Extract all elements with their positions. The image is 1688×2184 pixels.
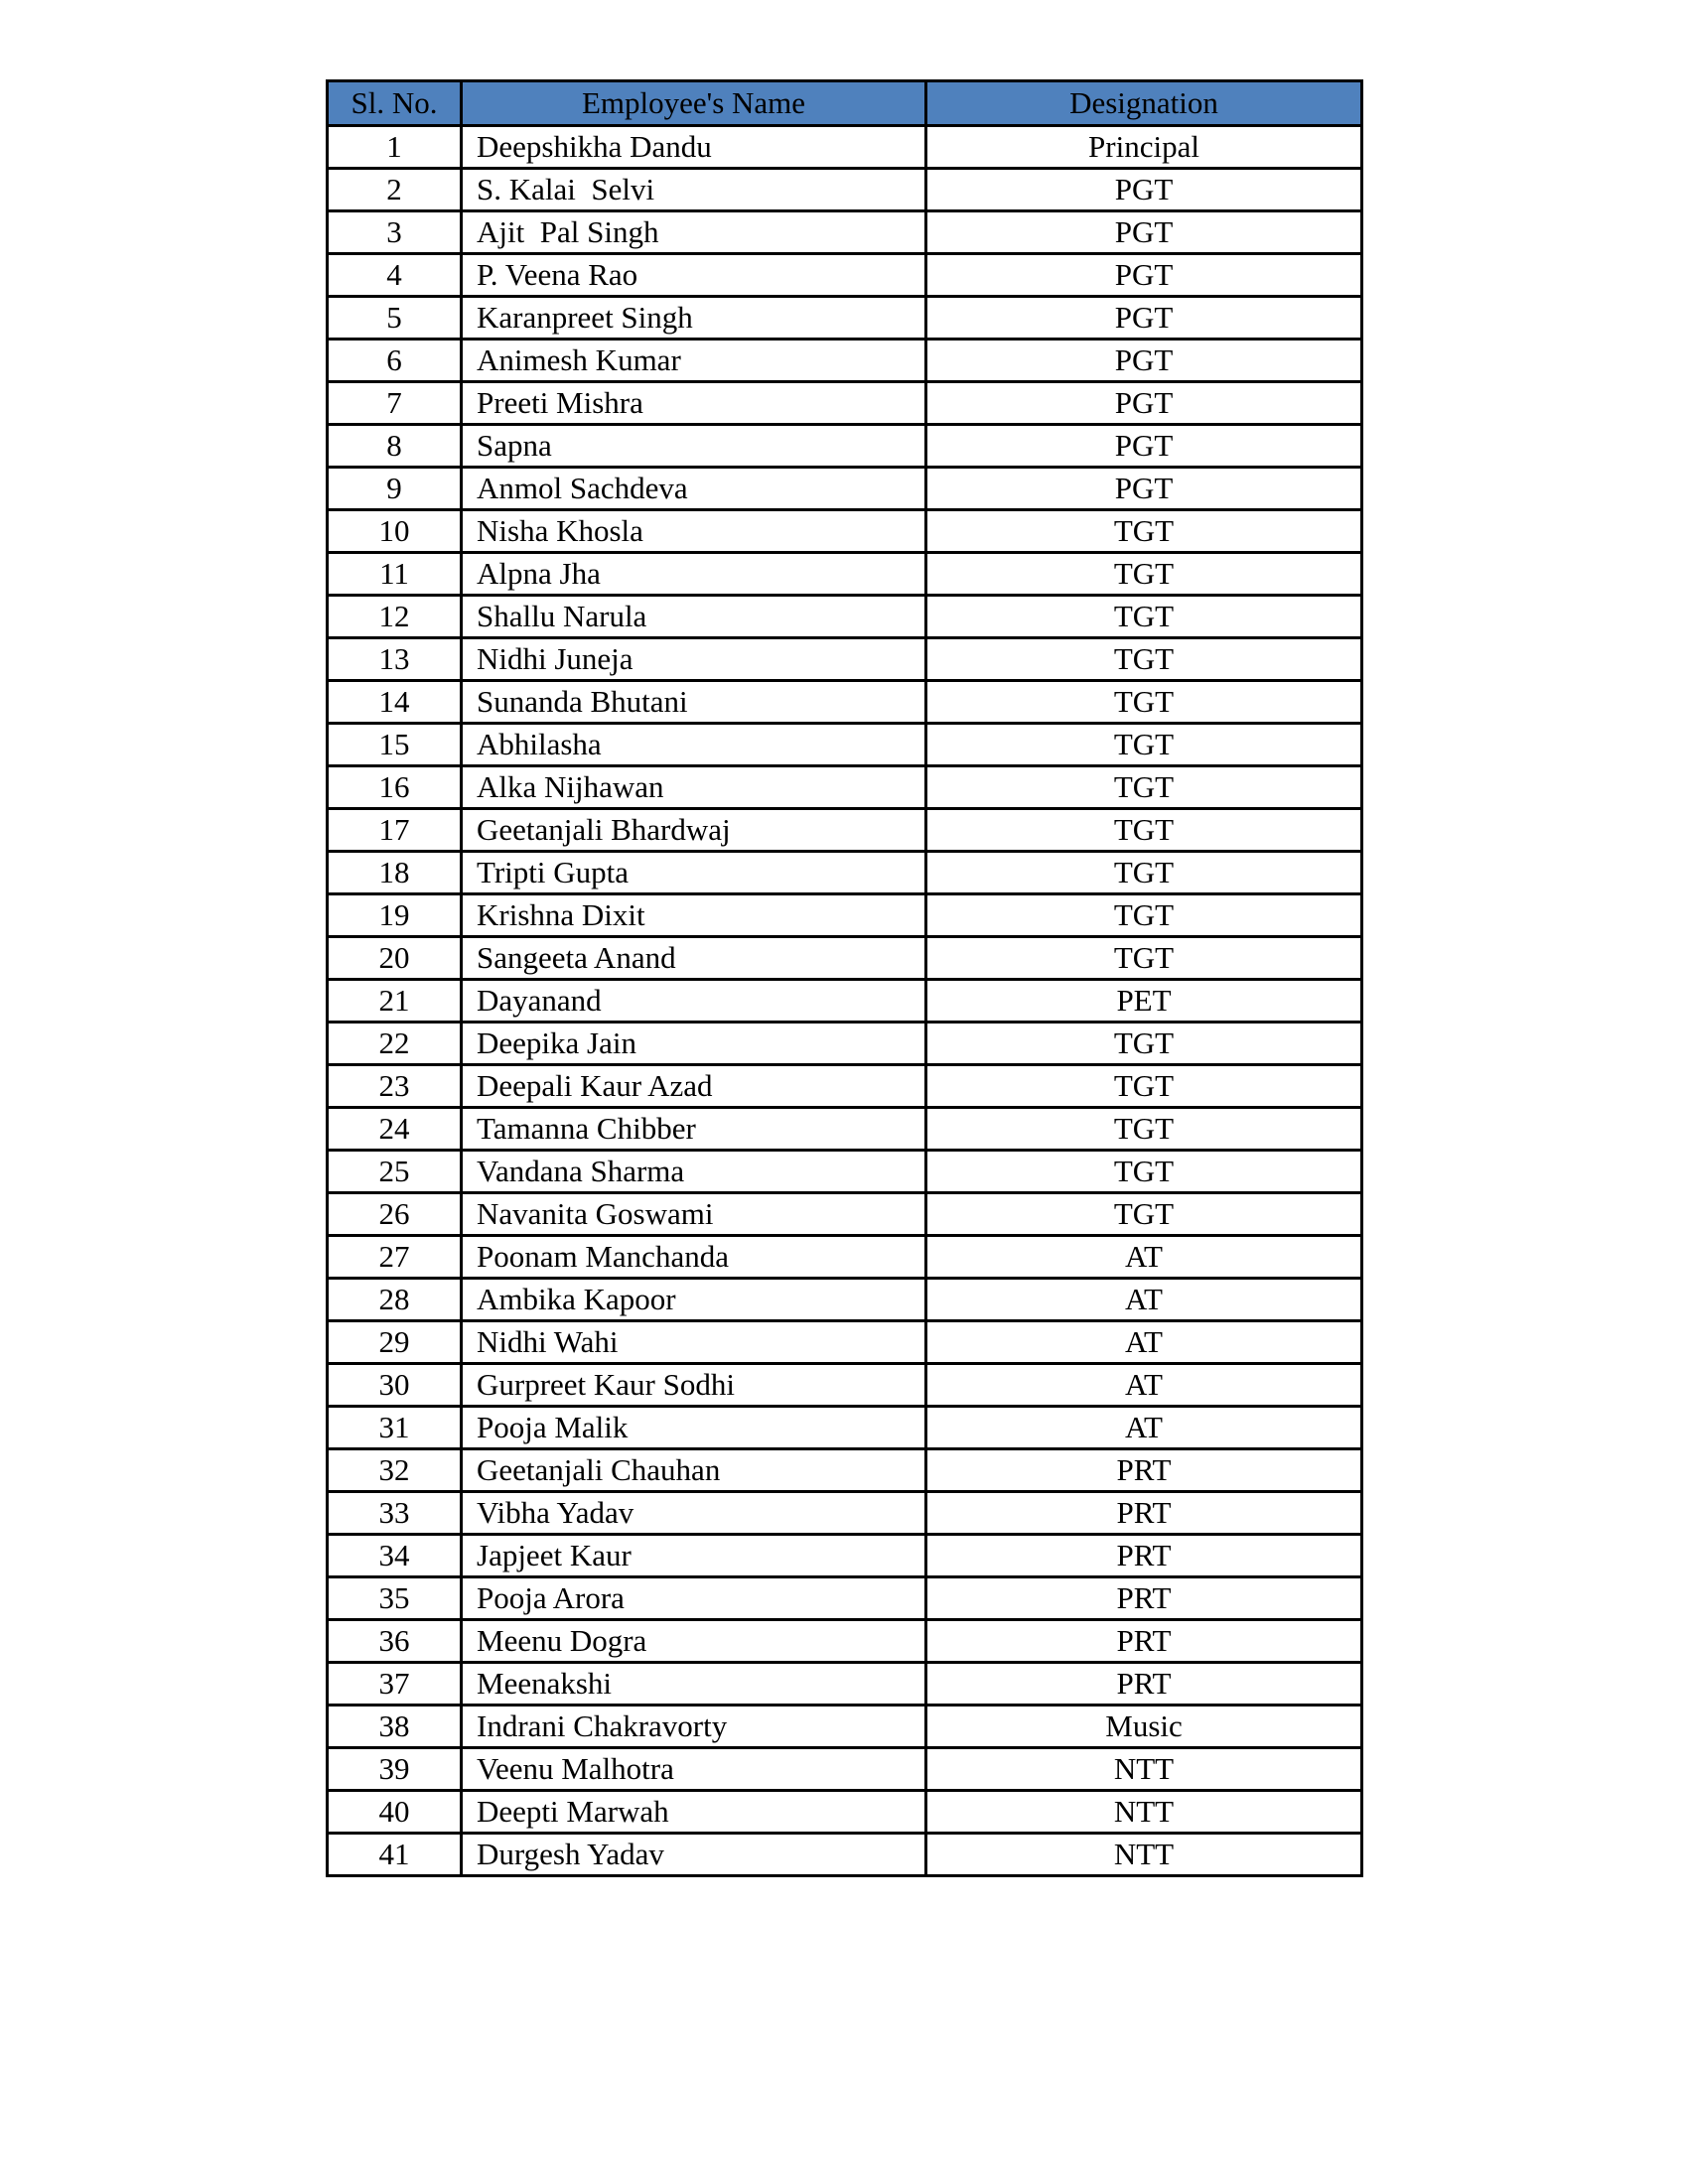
- row-sl-no: 33: [328, 1492, 462, 1535]
- table-row: [328, 1748, 1362, 1791]
- row-employee-name: Alpna Jha: [462, 553, 926, 596]
- row-sl-no: 35: [328, 1577, 462, 1620]
- row-employee-name: Anmol Sachdeva: [462, 468, 926, 510]
- row-employee-name: Shallu Narula: [462, 596, 926, 638]
- row-employee-name: Abhilasha: [462, 724, 926, 766]
- table-row: [328, 1279, 1362, 1321]
- row-employee-name: Sapna: [462, 425, 926, 468]
- table-row: [328, 1364, 1362, 1407]
- row-sl-no: 19: [328, 894, 462, 937]
- row-sl-no: 12: [328, 596, 462, 638]
- row-sl-no: 40: [328, 1791, 462, 1834]
- row-designation: PET: [926, 980, 1362, 1023]
- table-row: [328, 894, 1362, 937]
- row-designation: TGT: [926, 1065, 1362, 1108]
- row-sl-no: 32: [328, 1449, 462, 1492]
- table-row: [328, 596, 1362, 638]
- table-row: [328, 980, 1362, 1023]
- table-row: [328, 510, 1362, 553]
- row-designation: NTT: [926, 1748, 1362, 1791]
- table-row: [328, 468, 1362, 510]
- header-sl-no: Sl. No.: [328, 81, 462, 126]
- row-sl-no: 26: [328, 1193, 462, 1236]
- row-employee-name: Krishna Dixit: [462, 894, 926, 937]
- row-designation: TGT: [926, 809, 1362, 852]
- row-employee-name: Indrani Chakravorty: [462, 1706, 926, 1748]
- table-row: [328, 1620, 1362, 1663]
- row-designation: PRT: [926, 1620, 1362, 1663]
- row-employee-name: Nisha Khosla: [462, 510, 926, 553]
- row-employee-name: Dayanand: [462, 980, 926, 1023]
- row-designation: PRT: [926, 1577, 1362, 1620]
- row-sl-no: 41: [328, 1834, 462, 1876]
- row-employee-name: Ambika Kapoor: [462, 1279, 926, 1321]
- row-sl-no: 39: [328, 1748, 462, 1791]
- row-sl-no: 5: [328, 297, 462, 340]
- row-sl-no: 20: [328, 937, 462, 980]
- row-employee-name: Gurpreet Kaur Sodhi: [462, 1364, 926, 1407]
- table-body: [328, 126, 1362, 1876]
- row-designation: TGT: [926, 1023, 1362, 1065]
- row-sl-no: 29: [328, 1321, 462, 1364]
- row-sl-no: 14: [328, 681, 462, 724]
- row-designation: AT: [926, 1279, 1362, 1321]
- row-sl-no: 18: [328, 852, 462, 894]
- row-designation: TGT: [926, 681, 1362, 724]
- row-sl-no: 9: [328, 468, 462, 510]
- row-employee-name: Vandana Sharma: [462, 1151, 926, 1193]
- row-sl-no: 17: [328, 809, 462, 852]
- row-employee-name: Sunanda Bhutani: [462, 681, 926, 724]
- row-employee-name: Tamanna Chibber: [462, 1108, 926, 1151]
- row-designation: PGT: [926, 468, 1362, 510]
- row-employee-name: Karanpreet Singh: [462, 297, 926, 340]
- table-row: [328, 1663, 1362, 1706]
- table-row: [328, 169, 1362, 211]
- table-row: [328, 1065, 1362, 1108]
- row-designation: PGT: [926, 297, 1362, 340]
- row-employee-name: Japjeet Kaur: [462, 1535, 926, 1577]
- table-row: [328, 1108, 1362, 1151]
- table-row: [328, 382, 1362, 425]
- row-sl-no: 15: [328, 724, 462, 766]
- row-sl-no: 31: [328, 1407, 462, 1449]
- row-employee-name: Nidhi Wahi: [462, 1321, 926, 1364]
- row-designation: Music: [926, 1706, 1362, 1748]
- table-row: [328, 425, 1362, 468]
- row-designation: TGT: [926, 553, 1362, 596]
- header-employee-name: Employee's Name: [462, 81, 926, 126]
- row-designation: TGT: [926, 638, 1362, 681]
- table-row: [328, 126, 1362, 169]
- row-designation: PGT: [926, 425, 1362, 468]
- table-row: [328, 1706, 1362, 1748]
- table-row: [328, 809, 1362, 852]
- row-employee-name: Meenakshi: [462, 1663, 926, 1706]
- row-designation: TGT: [926, 1108, 1362, 1151]
- row-designation: NTT: [926, 1791, 1362, 1834]
- table-row: [328, 254, 1362, 297]
- row-sl-no: 8: [328, 425, 462, 468]
- table-row: [328, 638, 1362, 681]
- row-employee-name: Animesh Kumar: [462, 340, 926, 382]
- table-row: [328, 340, 1362, 382]
- table-row: [328, 1236, 1362, 1279]
- row-designation: AT: [926, 1364, 1362, 1407]
- row-employee-name: P. Veena Rao: [462, 254, 926, 297]
- row-designation: AT: [926, 1236, 1362, 1279]
- row-designation: PRT: [926, 1535, 1362, 1577]
- row-employee-name: Geetanjali Bhardwaj: [462, 809, 926, 852]
- row-designation: TGT: [926, 852, 1362, 894]
- row-employee-name: Preeti Mishra: [462, 382, 926, 425]
- row-employee-name: Deepali Kaur Azad: [462, 1065, 926, 1108]
- row-employee-name: Meenu Dogra: [462, 1620, 926, 1663]
- row-sl-no: 36: [328, 1620, 462, 1663]
- employee-table: [326, 79, 1363, 1877]
- table-row: [328, 766, 1362, 809]
- row-sl-no: 30: [328, 1364, 462, 1407]
- table-row: [328, 852, 1362, 894]
- row-designation: PRT: [926, 1663, 1362, 1706]
- row-employee-name: Sangeeta Anand: [462, 937, 926, 980]
- table-row: [328, 1321, 1362, 1364]
- row-employee-name: S. Kalai Selvi: [462, 169, 926, 211]
- row-sl-no: 25: [328, 1151, 462, 1193]
- row-employee-name: Poonam Manchanda: [462, 1236, 926, 1279]
- row-designation: TGT: [926, 894, 1362, 937]
- row-sl-no: 27: [328, 1236, 462, 1279]
- table-row: [328, 1193, 1362, 1236]
- row-designation: PGT: [926, 169, 1362, 211]
- table-row: [328, 297, 1362, 340]
- header-designation: Designation: [926, 81, 1362, 126]
- row-employee-name: Deepshikha Dandu: [462, 126, 926, 169]
- row-employee-name: Durgesh Yadav: [462, 1834, 926, 1876]
- row-designation: TGT: [926, 1151, 1362, 1193]
- table-row: [328, 1791, 1362, 1834]
- row-designation: PGT: [926, 254, 1362, 297]
- row-sl-no: 1: [328, 126, 462, 169]
- row-designation: PRT: [926, 1449, 1362, 1492]
- header-row: [328, 81, 1362, 126]
- table-row: [328, 1023, 1362, 1065]
- row-designation: TGT: [926, 937, 1362, 980]
- row-designation: TGT: [926, 596, 1362, 638]
- row-employee-name: Tripti Gupta: [462, 852, 926, 894]
- row-sl-no: 16: [328, 766, 462, 809]
- row-sl-no: 38: [328, 1706, 462, 1748]
- row-sl-no: 34: [328, 1535, 462, 1577]
- row-sl-no: 3: [328, 211, 462, 254]
- row-sl-no: 13: [328, 638, 462, 681]
- table-row: [328, 937, 1362, 980]
- row-employee-name: Geetanjali Chauhan: [462, 1449, 926, 1492]
- row-sl-no: 21: [328, 980, 462, 1023]
- table-row: [328, 1577, 1362, 1620]
- row-sl-no: 11: [328, 553, 462, 596]
- row-employee-name: Nidhi Juneja: [462, 638, 926, 681]
- row-employee-name: Veenu Malhotra: [462, 1748, 926, 1791]
- row-employee-name: Deepti Marwah: [462, 1791, 926, 1834]
- row-sl-no: 2: [328, 169, 462, 211]
- row-employee-name: Pooja Arora: [462, 1577, 926, 1620]
- row-designation: TGT: [926, 510, 1362, 553]
- table-row: [328, 1492, 1362, 1535]
- row-sl-no: 6: [328, 340, 462, 382]
- row-designation: TGT: [926, 766, 1362, 809]
- row-designation: PGT: [926, 382, 1362, 425]
- row-designation: PGT: [926, 340, 1362, 382]
- row-sl-no: 10: [328, 510, 462, 553]
- row-employee-name: Ajit Pal Singh: [462, 211, 926, 254]
- row-employee-name: Navanita Goswami: [462, 1193, 926, 1236]
- table-row: [328, 724, 1362, 766]
- table-row: [328, 1151, 1362, 1193]
- row-sl-no: 23: [328, 1065, 462, 1108]
- row-designation: AT: [926, 1321, 1362, 1364]
- table-row: [328, 1407, 1362, 1449]
- row-designation: NTT: [926, 1834, 1362, 1876]
- row-employee-name: Pooja Malik: [462, 1407, 926, 1449]
- row-designation: TGT: [926, 1193, 1362, 1236]
- row-designation: Principal: [926, 126, 1362, 169]
- row-employee-name: Alka Nijhawan: [462, 766, 926, 809]
- table-row: [328, 1449, 1362, 1492]
- row-sl-no: 28: [328, 1279, 462, 1321]
- table-header: [328, 81, 1362, 126]
- row-employee-name: Deepika Jain: [462, 1023, 926, 1065]
- table-row: [328, 681, 1362, 724]
- table-row: [328, 211, 1362, 254]
- row-sl-no: 4: [328, 254, 462, 297]
- row-sl-no: 37: [328, 1663, 462, 1706]
- row-designation: TGT: [926, 724, 1362, 766]
- row-designation: AT: [926, 1407, 1362, 1449]
- table-row: [328, 553, 1362, 596]
- row-employee-name: Vibha Yadav: [462, 1492, 926, 1535]
- row-sl-no: 24: [328, 1108, 462, 1151]
- table-row: [328, 1834, 1362, 1876]
- table-row: [328, 1535, 1362, 1577]
- row-designation: PGT: [926, 211, 1362, 254]
- row-sl-no: 22: [328, 1023, 462, 1065]
- row-sl-no: 7: [328, 382, 462, 425]
- row-designation: PRT: [926, 1492, 1362, 1535]
